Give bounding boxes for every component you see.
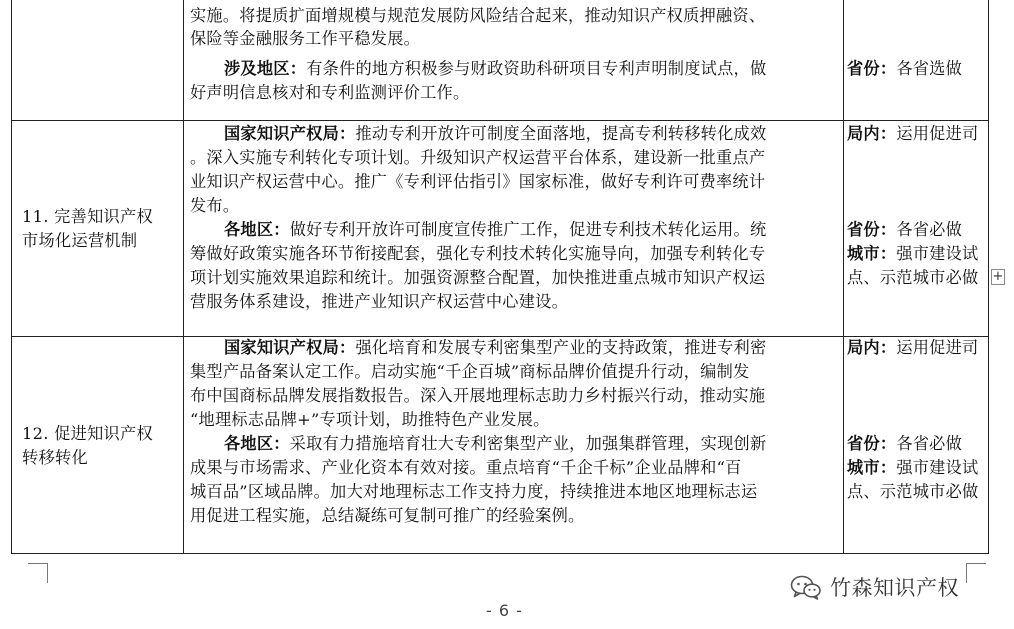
content-line: 保险等金融服务工作平稳发展。 (190, 29, 421, 48)
wechat-icon (790, 574, 822, 600)
task-title-line: 11. 完善知识产权 (22, 207, 154, 226)
table-row-prev (12, 0, 988, 121)
content-cell (184, 337, 844, 553)
table-row-11 (12, 121, 988, 337)
content-line: 实施。将提质扩面增规模与规范发展防风险结合起来，推动知识产权质押融资、 (190, 6, 766, 25)
scope-line: 省份：各省必做 (847, 434, 963, 453)
content-line: 筹做好政策实施各环节衔接配套，强化专利技术转化实施导向，加强专利转化专 (190, 244, 766, 263)
task-cell (12, 121, 184, 336)
content-line: 涉及地区：有条件的地方积极参与财政资助科研项目专利声明制度试点，做 (224, 59, 767, 78)
content-line: 各地区：做好专利开放许可制度宣传推广工作，促进专利技术转化运用。统 (224, 220, 767, 239)
scope-line: 局内：运用促进司 (847, 124, 979, 143)
content-line: 成果与市场需求、产业化资本有效对接。重点培育“千企千标”企业品牌和“百 (190, 458, 742, 477)
content-line: 城百品”区域品牌。加大对地理标志工作支持力度，持续推进本地区地理标志运 (190, 482, 758, 501)
watermark-text: 竹森知识产权 (830, 576, 959, 600)
content-line: 发布。 (190, 196, 240, 215)
scope-line: 点、示范城市必做 (847, 268, 979, 287)
scope-cell (844, 121, 990, 336)
table-expand-button[interactable]: + (992, 269, 1004, 284)
content-line: 用促进工程实施，总结凝练可复制可推广的经验案例。 (190, 506, 585, 525)
scope-line: 城市：强市建设试 (847, 244, 979, 263)
content-line: 布中国商标品牌发展指数报告。深入开展地理标志助力乡村振兴行动，推动实施 (190, 386, 766, 405)
content-line: 国家知识产权局：强化培育和发展专利密集型产业的支持政策，推进专利密 (224, 338, 767, 357)
scope-line: 城市：强市建设试 (847, 458, 979, 477)
table-row-12 (12, 337, 988, 553)
page-corner-mark-right (966, 563, 986, 564)
page-corner-mark-left-vertical (47, 563, 48, 583)
content-line: 业知识产权运营中心。推广《专利评估指引》国家标准，做好专利许可费率统计 (190, 172, 766, 191)
scope-line: 省份：各省必做 (847, 220, 963, 239)
content-cell (184, 121, 844, 336)
content-line: 营服务体系建设，推进产业知识产权运营中心建设。 (190, 292, 569, 311)
content-line: 各地区：采取有力措施培育壮大专利密集型产业，加强集群管理，实现创新 (224, 434, 767, 453)
scope-line: 局内：运用促进司 (847, 338, 979, 357)
content-line: 。深入实施专利转化专项计划。升级知识产权运营平台体系，建设新一批重点产 (190, 148, 766, 167)
task-title-line: 市场化运营机制 (22, 231, 138, 250)
page-corner-mark-right-vertical (966, 563, 967, 583)
task-title-line: 转移转化 (22, 448, 88, 467)
scope-line: 省份：各省选做 (847, 59, 963, 78)
task-cell (12, 337, 184, 553)
content-line: 好声明信息核对和专利监测评价工作。 (190, 83, 470, 102)
content-line: 国家知识产权局：推动专利开放许可制度全面落地，提高专利转移转化成效 (224, 124, 767, 143)
watermark (790, 572, 959, 602)
scope-cell (844, 0, 990, 120)
task-title-line: 12. 促进知识产权 (22, 424, 154, 443)
task-cell (12, 0, 184, 120)
page-corner-mark-left (28, 563, 48, 564)
document-table (11, 0, 989, 554)
content-line: “地理标志品牌+”专项计划，助推特色产业发展。 (190, 410, 550, 429)
page-number: - 6 - (486, 601, 523, 620)
content-cell (184, 0, 844, 120)
scope-line: 点、示范城市必做 (847, 482, 979, 501)
content-line: 项计划实施效果追踪和统计。加强资源整合配置，加快推进重点城市知识产权运 (190, 268, 766, 287)
content-line: 集型产品备案认定工作。启动实施“千企百城”商标品牌价值提升行动，编制发 (190, 362, 750, 381)
scope-cell (844, 337, 990, 553)
